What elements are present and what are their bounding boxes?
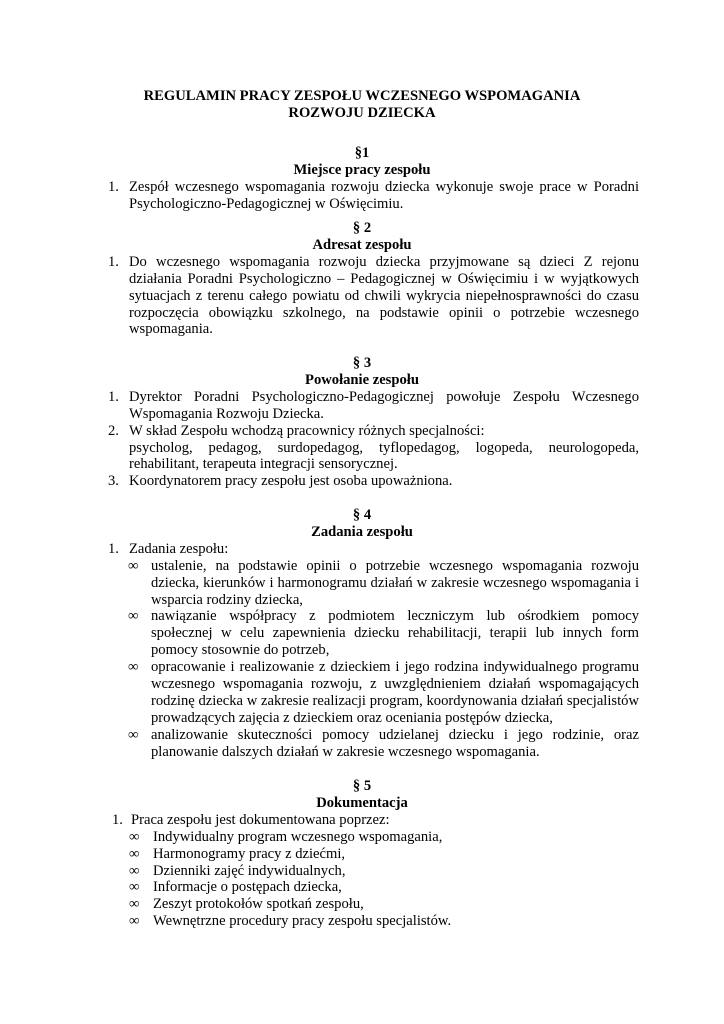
list-item [0,423,724,440]
bullet-item [0,863,724,880]
item-number: 1. [108,388,119,405]
bullet-text: Wewnętrzne procedury pracy zespołu specjalistów. [153,913,452,930]
infinity-bullet-icon: ∞ [128,557,139,574]
bullet-item [0,896,724,913]
task-bullet-list [0,558,724,761]
section-heading: Powołanie zespołu [305,371,419,388]
item-subtext: psycholog, pedagog, surdopedagog, tyflopedagog, logopeda, neurologopeda, rehabilitant, terapeuta integracji sensorycznej. [129,439,639,473]
list-item [0,541,724,558]
infinity-bullet-icon: ∞ [129,913,140,930]
bullet-text: Indywidualny program wczesnego wspomagania, [153,828,443,845]
title-line-1: REGULAMIN PRACY ZESPOŁU WCZESNEGO WSPOMAGANIA [143,88,581,104]
section-number: §1 [354,145,370,161]
infinity-bullet-icon: ∞ [129,828,140,845]
section-number: § 4 [352,507,372,523]
section-number: § 5 [352,778,372,794]
document-title [0,88,724,122]
section-2 [0,220,724,338]
section-4 [0,507,724,761]
section-number: § 2 [352,220,372,236]
section-5 [0,778,724,930]
item-text: Zadania zespołu: [129,540,229,557]
documentation-bullet-list [0,829,724,930]
bullet-text: nawiązanie współpracy z podmiotem leczniczym lub ośrodkiem pomocy społecznej w celu zapewnienia dziecku rehabilitacji, terapii lub innych form pomocy stosownie do potrzeb, [151,608,639,659]
item-text: Koordynatorem pracy zespołu jest osoba upoważniona. [129,473,453,490]
item-text: Praca zespołu jest dokumentowana poprzez: [131,811,390,828]
bullet-item [0,913,724,930]
infinity-bullet-icon: ∞ [129,845,140,862]
section-heading: Miejsce pracy zespołu [293,161,431,178]
bullet-item [0,659,724,727]
infinity-bullet-icon: ∞ [129,862,140,879]
list-item [0,179,724,213]
section-heading: Dokumentacja [316,794,408,811]
bullet-text: analizowanie skuteczności pomocy udzielanej dziecku i jego rodzinie, oraz planowanie dalszych działań w zakresie wczesnego wspomagania. [151,726,639,760]
infinity-bullet-icon: ∞ [129,879,140,896]
section-1 [0,145,724,213]
item-text: Do wczesnego wspomagania rozwoju dziecka przyjmowane są dzieci Z rejonu działania Poradni Psychologiczno – Pedagogicznej w Oświęcimiu i w wyjątkowych sytuacjach z terenu całego powiatu od chwili wykrycia niepełnosprawności do czasu rozpoczęcia obowiązku szkolnego, na podstawie opinii o potrzebie wczesnego wspomagania. [129,253,639,338]
infinity-bullet-icon: ∞ [129,896,140,913]
infinity-bullet-icon: ∞ [128,726,139,743]
list-item [0,389,724,423]
list-item [0,812,724,829]
bullet-item [0,829,724,846]
bullet-item [0,558,724,609]
title-line-2: ROZWOJU DZIECKA [288,104,436,121]
item-number: 1. [112,811,123,828]
bullet-text: Zeszyt protokołów spotkań zespołu, [153,896,364,913]
section-heading: Adresat zespołu [312,236,412,253]
section-3 [0,355,724,490]
item-number: 1. [108,540,119,557]
bullet-text: Informacje o postępach dziecka, [153,879,342,896]
item-number: 3. [108,473,119,490]
list-item [0,254,724,339]
list-item [0,473,724,490]
item-number: 1. [108,253,119,270]
item-text: Zespół wczesnego wspomagania rozwoju dziecka wykonuje swoje prace w Poradni Psychologiczno-Pedagogicznej w Oświęcimiu. [129,178,639,212]
item-text: W skład Zespołu wchodzą pracownicy różnych specjalności: [129,422,485,439]
item-number: 2. [108,422,119,439]
bullet-item [0,846,724,863]
bullet-text: Dzienniki zajęć indywidualnych, [153,862,346,879]
item-text: Dyrektor Poradni Psychologiczno-Pedagogicznej powołuje Zespołu Wczesnego Wspomagania Rozwoju Dziecka. [129,388,639,422]
section-heading: Zadania zespołu [311,523,413,540]
section-number: § 3 [352,355,372,371]
item-number: 1. [108,178,119,195]
bullet-item [0,879,724,896]
bullet-item [0,608,724,659]
bullet-text: Harmonogramy pracy z dziećmi, [153,845,346,862]
bullet-item [0,727,724,761]
bullet-text: ustalenie, na podstawie opinii o potrzebie wczesnego wspomagania rozwoju dziecka, kierunków i harmonogramu działań w zakresie wczesnego wspomagania i wsparcia rodziny dziecka, [151,557,639,608]
infinity-bullet-icon: ∞ [128,659,139,676]
bullet-text: opracowanie i realizowanie z dzieckiem i jego rodzina indywidualnego programu wczesnego wspomagania rozwoju, z uwzględnieniem działań wspomagających rodzinę dziecka w zakresie realizacji program, koordynowania działań specjalistów prowadzących zajęcia z dzieckiem oraz oceniania postępów dziecka, [151,659,639,726]
infinity-bullet-icon: ∞ [128,608,139,625]
